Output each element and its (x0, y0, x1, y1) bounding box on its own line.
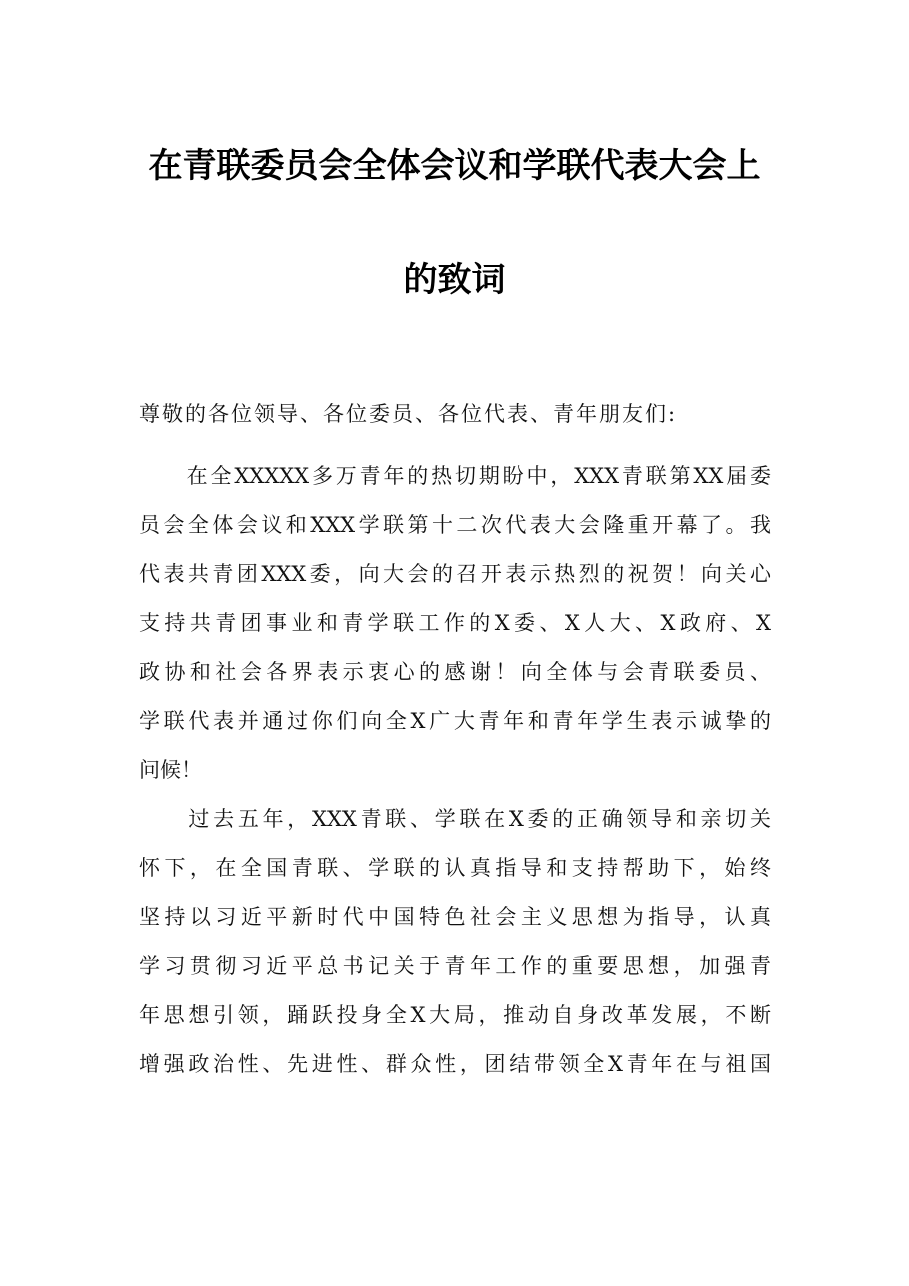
paragraph-line: 增强政治性、先进性、群众性，团结带领全X青年在与祖国 (139, 1052, 771, 1076)
paragraph-line: 代表共青团XXX委，向大会的召开表示热烈的祝贺！向关心 (139, 562, 771, 586)
paragraph-2 (139, 795, 771, 1089)
paragraph-1 (139, 452, 771, 795)
paragraph-line: 过去五年，XXX青联、学联在X委的正确领导和亲切关 (139, 807, 771, 831)
paragraph-line: 在全XXXXX多万青年的热切期盼中，XXX青联第XX届委 (139, 464, 771, 488)
paragraph-line: 问候！ (139, 758, 202, 782)
paragraph-line: 支持共青团事业和青学联工作的X委、X人大、X政府、X (139, 611, 771, 635)
document-title-line-1: 在青联委员会全体会议和学联代表大会上 (148, 146, 761, 186)
paragraph-line: 年思想引领，踊跃投身全X大局，推动自身改革发展，不断 (139, 1003, 771, 1027)
salutation: 尊敬的各位领导、各位委员、各位代表、青年朋友们: (139, 402, 678, 426)
paragraph-line: 坚持以习近平新时代中国特色社会主义思想为指导，认真 (139, 905, 771, 929)
paragraph-line: 怀下，在全国青联、学联的认真指导和支持帮助下，始终 (139, 856, 771, 880)
paragraph-line: 学联代表并通过你们向全X广大青年和青年学生表示诚挚的 (139, 709, 771, 733)
paragraph-line: 员会全体会议和XXX学联第十二次代表大会隆重开幕了。我 (139, 513, 771, 537)
paragraph-line: 政协和社会各界表示衷心的感谢！向全体与会青联委员、 (139, 660, 771, 684)
document-title-line-2: 的致词 (403, 260, 506, 300)
paragraph-line: 学习贯彻习近平总书记关于青年工作的重要思想，加强青 (139, 954, 771, 978)
